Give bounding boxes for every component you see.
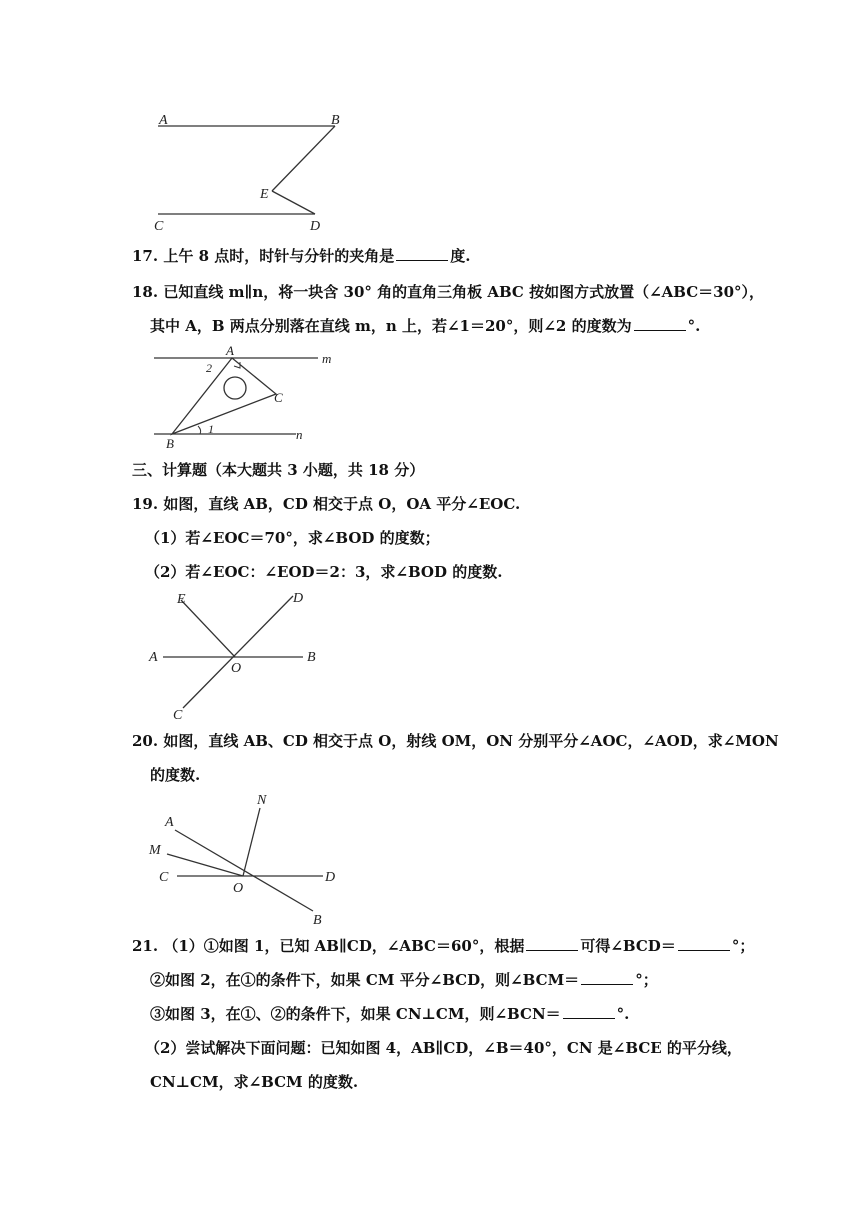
- question-21-line-2: [150, 970, 658, 990]
- section-title: 三、计算题（本大题共 3 小题，共 18 分）: [132, 461, 425, 479]
- question-part: （2）若∠EOC：∠EOD＝2：3，求∠BOD 的度数.: [145, 563, 503, 581]
- question-text: ②如图 2，在①的条件下，如果 CM 平分∠BCD，则∠BCM＝: [150, 971, 580, 989]
- question-21-line-4: [145, 1038, 742, 1058]
- question-text: ③如图 3，在①、②的条件下，如果 CN⊥CM，则∠BCN＝: [150, 1005, 561, 1023]
- figure-q16: [150, 108, 360, 233]
- question-text: CN⊥CM，求∠BCM 的度数.: [150, 1073, 359, 1091]
- question-part: （1）若∠EOC＝70°，求∠BOD 的度数；: [145, 529, 440, 547]
- label-D: D: [310, 219, 321, 234]
- question-text: （1）①如图 1，已知 AB∥CD，∠ABC＝60°，根据: [163, 937, 525, 955]
- figure-q20: [145, 788, 355, 928]
- question-text-end: °；: [635, 971, 658, 989]
- answer-blank[interactable]: [678, 936, 730, 951]
- question-20-line-2: [150, 765, 200, 785]
- question-text-end: °.: [687, 317, 701, 335]
- label-B: B: [307, 650, 316, 665]
- figure-q18: [150, 342, 350, 454]
- question-text-end: °；: [731, 937, 755, 955]
- label-O: O: [233, 881, 244, 896]
- answer-blank[interactable]: [396, 246, 448, 261]
- question-19-part-1: [145, 528, 440, 548]
- question-20-line-1: [132, 731, 779, 751]
- label-2: 2: [206, 361, 212, 375]
- label-A: A: [165, 815, 174, 830]
- label-A: A: [226, 343, 234, 358]
- question-number: 17.: [132, 247, 159, 265]
- question-18-line-2: [150, 316, 700, 336]
- question-text: 如图，直线 AB，CD 相交于点 O，OA 平分∠EOC.: [163, 495, 521, 513]
- question-text: 如图，直线 AB、CD 相交于点 O，射线 OM，ON 分别平分∠AOC，∠AOD，求∠MON: [163, 732, 779, 750]
- label-B: B: [166, 436, 174, 451]
- section-3-title: [132, 460, 424, 480]
- label-m: m: [322, 351, 332, 366]
- label-D: D: [325, 870, 336, 885]
- question-21-line-3: [150, 1004, 629, 1024]
- question-number: 19.: [132, 495, 159, 513]
- question-17: [132, 246, 470, 266]
- answer-blank[interactable]: [634, 316, 686, 331]
- question-21-line-1: [132, 936, 754, 956]
- label-n: n: [296, 427, 303, 442]
- label-M: M: [149, 843, 161, 858]
- label-A: A: [159, 113, 168, 128]
- label-C: C: [274, 390, 283, 405]
- question-text: 可得∠BCD＝: [580, 937, 676, 955]
- question-number: 21.: [132, 937, 159, 955]
- question-18-line-1: [132, 282, 764, 302]
- answer-blank[interactable]: [526, 936, 578, 951]
- question-text: 已知直线 m∥n，将一块含 30° 角的直角三角板 ABC 按如图方式放置（∠ABC＝30°），: [163, 283, 765, 301]
- label-E: E: [177, 592, 186, 607]
- question-text-end: °.: [616, 1005, 630, 1023]
- question-number: 20.: [132, 732, 159, 750]
- question-text: 其中 A，B 两点分别落在直线 m，n 上，若∠1＝20°，则∠2 的度数为: [150, 317, 632, 335]
- label-B: B: [313, 913, 322, 928]
- question-text: 的度数.: [150, 766, 201, 784]
- question-number: 18.: [132, 283, 159, 301]
- label-D: D: [293, 591, 304, 606]
- label-C: C: [154, 219, 164, 234]
- label-C: C: [159, 870, 169, 885]
- question-text: （2）尝试解决下面问题：已知如图 4，AB∥CD，∠B＝40°，CN 是∠BCE 的平分线，: [145, 1039, 742, 1057]
- question-21-line-5: [150, 1072, 358, 1092]
- label-E: E: [260, 187, 269, 202]
- question-19: [132, 494, 520, 514]
- label-O: O: [231, 661, 242, 676]
- label-A: A: [149, 650, 158, 665]
- answer-blank[interactable]: [563, 1004, 615, 1019]
- label-N: N: [257, 793, 267, 808]
- label-B: B: [331, 113, 340, 128]
- question-19-part-2: [145, 562, 502, 582]
- question-text: 上午 8 点时，时针与分针的夹角是: [163, 247, 395, 265]
- label-1: 1: [208, 422, 214, 436]
- label-C: C: [173, 708, 183, 723]
- figure-q19: [145, 588, 335, 723]
- question-text-end: 度.: [450, 247, 471, 265]
- answer-blank[interactable]: [581, 970, 633, 985]
